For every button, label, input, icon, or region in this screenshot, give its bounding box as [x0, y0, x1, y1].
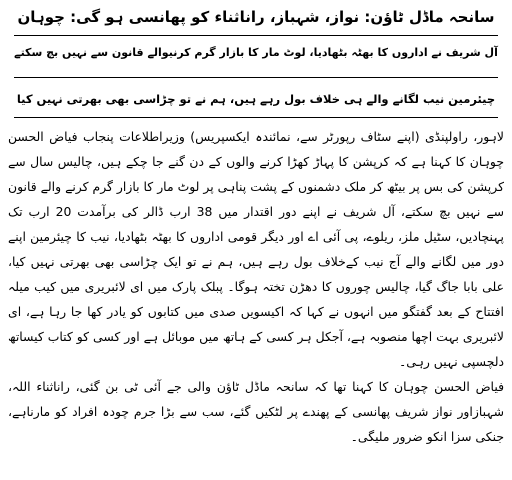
article-paragraph: لاہور، راولپنڈی (اپنے سٹاف رپورٹر سے، نمائندہ ایکسپریس) وزیراطلاعات پنجاب فیاض الحسن چوہان کا کہنا ہے کہ کرپشن کا پہاڑ کھڑا کرنے والوں کے دن گنے جا چکے ہیں، چالیس سال سے کرپشن کی بس پر بیٹھ کر ملک دشمنوں کے پشت پناہی پر لوٹ مار کا بازار گرم کرنے والے قانون سے نہیں بچ سکتے، آل شریف نے اپنے دور اقتدار میں 38 ارب ڈالر کی برآمدت 20 ارب تک پہنچادیں، سٹیل ملز، ریلوے، پی آئی اے اور دیگر قومی اداروں کا بھٹہ بٹھادیا، نیب کا چیئرمین اپنے دور میں لگانے والے آج نیب کےخلاف بول رہے ہیں، ہم نے تو ایک چڑاسی بھی بھرتی نہیں کیا، علی بابا جاگ گیا، چالیس چوروں کا دھڑن تختہ ہوگا۔ پبلک پارک میں ای لائبریری میں کیب میلہ افتتاح کے بعد گفتگو میں انہوں نے کہا کہ اکیسویں صدی میں کتابوں کو یادر کھا جا رہا ہے، ای لائبریری بہت اچھا منصوبہ ہے، آجکل ہر کسی کے ہاتھ میں موبائل ہے اور کسی کو کتاب کیساتھ دلچسپی نہیں رہی۔	[8, 129, 504, 369]
subheadline-divider	[14, 77, 498, 78]
subheadline-second: چیئرمین نیب لگانے والے ہی خلاف بول رہے ہیں، ہم نے تو چڑاسی بھی بھرتی نہیں کیا	[16, 92, 496, 106]
headline: سانحہ ماڈل ٹاؤن: نواز، شہباز، راناثناء کو پھانسی ہو گی: چوہان	[17, 8, 495, 26]
article-body	[8, 124, 504, 474]
body-divider	[14, 117, 498, 118]
subheadline-first: آل شریف نے اداروں کا بھٹہ بٹھادیا، لوٹ مار کا بازار گرم کرنیوالے قانون سے نہیں بچ سکتے	[14, 46, 498, 59]
article-paragraph: فیاض الحسن چوہان کا کہنا تھا کہ سانحہ ماڈل ٹاؤن والی جے آئی ٹی بن گئی، راناثناء اللہ، شہبازاور نواز شریف پھانسی کے پھندے پر لٹکیں گئے، سب سے بڑا جرم چودہ افراد کو مارناہے، جنکی سزا انکو ضرور ملیگی۔	[8, 379, 504, 444]
headline-divider	[14, 35, 498, 36]
